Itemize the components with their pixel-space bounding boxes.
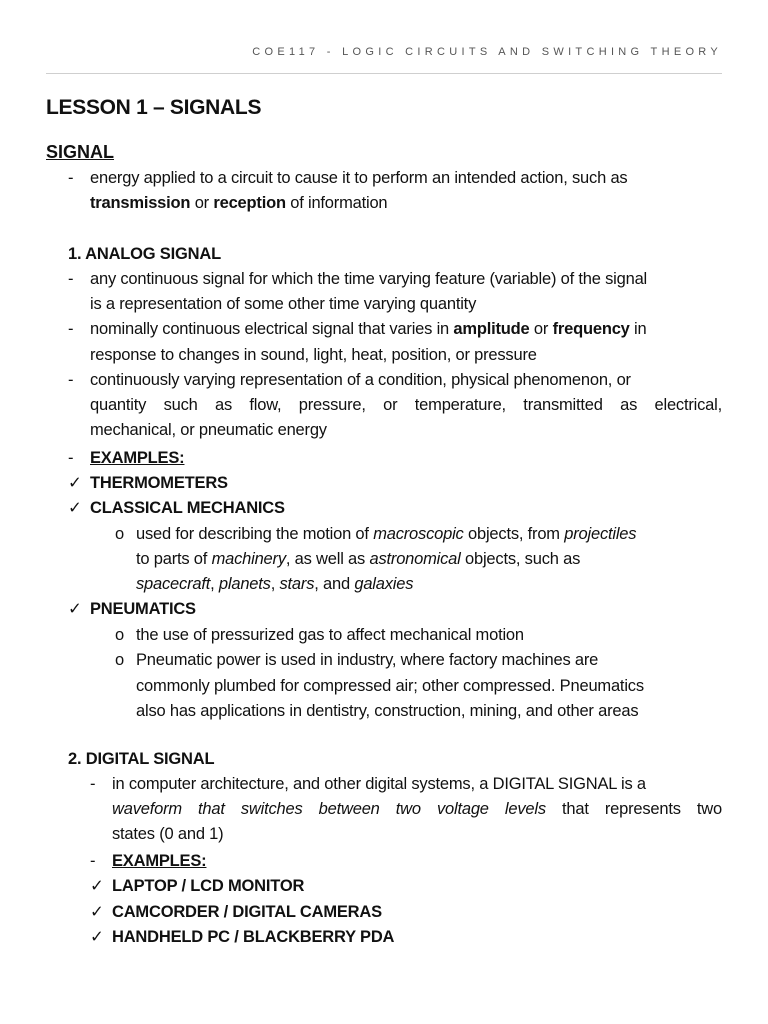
example-handheld-pc-blackberry-pda: HANDHELD PC / BLACKBERRY PDA (112, 928, 395, 946)
analog-bullet-3-line-1: continuously varying representation of a condition, physical phenomenon, or (90, 371, 631, 389)
course-header: COE117 - LOGIC CIRCUITS AND SWITCHING THEORY (252, 46, 722, 58)
check-icon: ✓ (68, 600, 82, 618)
digital-bullet-1-line-3: states (0 and 1) (112, 825, 224, 843)
signal-definition-line-2: transmission or reception of information (90, 194, 388, 212)
dash-marker: - (68, 449, 74, 467)
header-divider (46, 73, 722, 74)
analog-bullet-3-line-2: quantity such as flow, pressure, or temperature, transmitted as electrical, (90, 396, 722, 414)
example-laptop-lcd-monitor: LAPTOP / LCD MONITOR (112, 877, 305, 895)
pneumatics-detail-2-line-2: commonly plumbed for compressed air; other compressed. Pneumatics (136, 677, 644, 695)
pneumatics-detail-1: the use of pressurized gas to affect mechanical motion (136, 626, 524, 644)
dash-marker: - (90, 775, 96, 793)
pneumatics-detail-2-line-3: also has applications in dentistry, construction, mining, and other areas (136, 702, 639, 720)
lesson-title: LESSON 1 – SIGNALS (46, 96, 262, 119)
example-thermometers: THERMOMETERS (90, 474, 228, 492)
classical-mechanics-detail-line-1: used for describing the motion of macroscopic objects, from projectiles (136, 525, 637, 543)
check-icon: ✓ (90, 877, 104, 895)
analog-bullet-1-line-1: any continuous signal for which the time varying feature (variable) of the signal (90, 270, 648, 288)
classical-mechanics-detail-line-2: to parts of machinery, as well as astronomical objects, such as (136, 550, 581, 568)
analog-bullet-1-line-2: is a representation of some other time varying quantity (90, 295, 477, 313)
pneumatics-detail-2-line-1: Pneumatic power is used in industry, where factory machines are (136, 651, 599, 669)
dash-marker: - (68, 320, 74, 338)
dash-marker: - (68, 371, 74, 389)
example-classical-mechanics: CLASSICAL MECHANICS (90, 499, 285, 517)
signal-heading: SIGNAL (46, 142, 115, 162)
dash-marker: - (68, 270, 74, 288)
example-camcorder-digital-cameras: CAMCORDER / DIGITAL CAMERAS (112, 903, 382, 921)
check-icon: ✓ (68, 499, 82, 517)
analog-signal-heading: 1. ANALOG SIGNAL (68, 245, 221, 263)
analog-bullet-3-line-3: mechanical, or pneumatic energy (90, 421, 327, 439)
digital-bullet-1-line-1: in computer architecture, and other digital systems, a DIGITAL SIGNAL is a (112, 775, 646, 793)
check-icon: ✓ (68, 474, 82, 492)
check-icon: ✓ (90, 903, 104, 921)
analog-examples-label: EXAMPLES: (90, 449, 185, 467)
dash-marker: - (90, 852, 96, 870)
dash-marker: - (68, 169, 74, 187)
check-icon: ✓ (90, 928, 104, 946)
circle-bullet: o (115, 525, 125, 543)
circle-bullet: o (115, 651, 125, 669)
circle-bullet: o (115, 626, 125, 644)
signal-definition-line-1: energy applied to a circuit to cause it to perform an intended action, such as (90, 169, 628, 187)
digital-examples-label: EXAMPLES: (112, 852, 207, 870)
analog-bullet-2-line-2: response to changes in sound, light, heat, position, or pressure (90, 346, 537, 364)
classical-mechanics-detail-line-3: spacecraft, planets, stars, and galaxies (136, 575, 414, 593)
analog-bullet-2-line-1: nominally continuous electrical signal that varies in amplitude or frequency in (90, 320, 647, 338)
digital-bullet-1-line-2: waveform that switches between two voltage levels that represents two (112, 800, 722, 818)
example-pneumatics: PNEUMATICS (90, 600, 196, 618)
digital-signal-heading: 2. DIGITAL SIGNAL (68, 750, 215, 768)
